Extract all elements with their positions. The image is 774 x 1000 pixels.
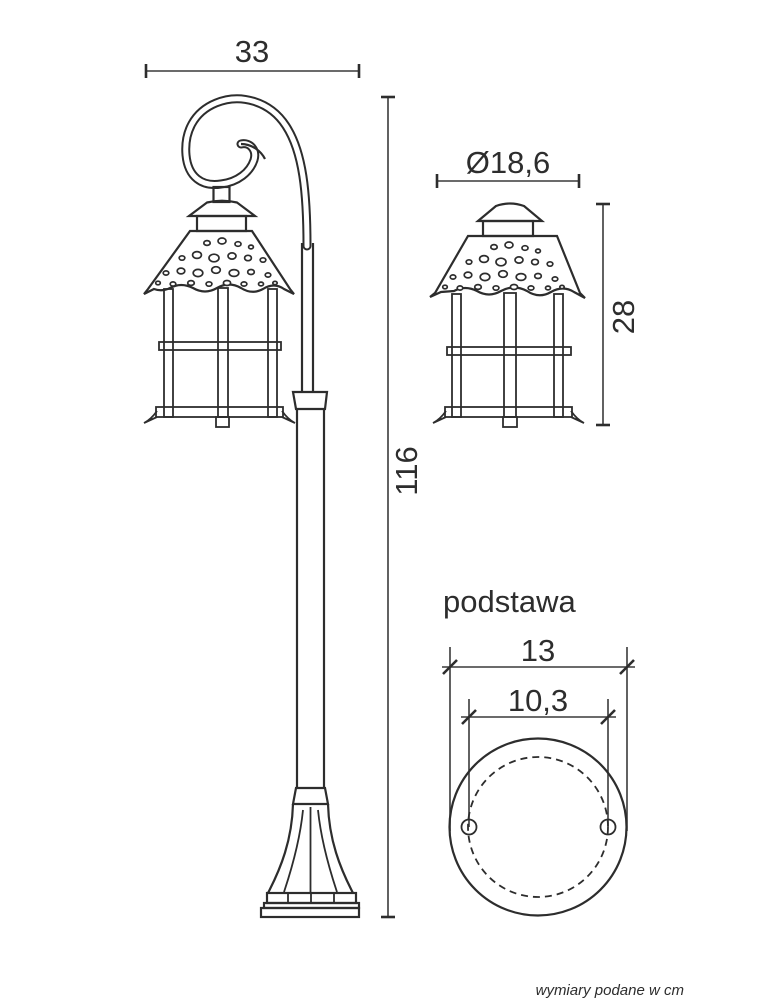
bolt-spacing-dimension <box>461 683 616 827</box>
detail-lantern <box>430 204 585 428</box>
dim-value-total-height: 116 <box>389 446 424 496</box>
roof-perforations <box>156 238 277 286</box>
base-top-band <box>293 788 328 804</box>
hanging-lantern <box>144 187 295 427</box>
base-bottom-plate <box>261 908 359 917</box>
base-top-view <box>442 584 635 916</box>
lamp-post-drawing <box>144 34 424 917</box>
base-flare-right <box>328 804 353 893</box>
dim-value-bolt-spacing: 10,3 <box>507 683 569 718</box>
cage-bar-right <box>268 289 277 417</box>
base-rib-right <box>318 810 337 892</box>
dim-value-arm-reach: 33 <box>234 34 270 69</box>
lantern-hat <box>478 204 542 222</box>
diameter-dimension <box>437 145 579 188</box>
base-rib-left <box>284 810 303 892</box>
base-view-title: podstawa <box>443 584 576 619</box>
cage-center-foot <box>216 417 229 427</box>
base-flare-left <box>268 804 293 893</box>
dim-value-base-diameter: 13 <box>520 633 556 668</box>
bolt-circle-dashed <box>468 757 608 897</box>
lantern-neck <box>483 221 533 236</box>
lantern-cage <box>433 293 584 427</box>
cage-bar-left <box>164 289 173 417</box>
cage-bottom-rail <box>156 407 283 417</box>
lantern-neck <box>197 216 246 231</box>
cage-bottom-rail <box>445 407 572 417</box>
width-dimension <box>146 34 359 78</box>
pole-base <box>261 788 359 917</box>
lantern-height-dimension <box>596 204 641 425</box>
pole <box>293 243 327 788</box>
cage-bar-center <box>218 288 228 417</box>
lantern-cage <box>144 288 295 427</box>
dim-value-lantern-height: 28 <box>606 299 641 335</box>
base-diameter-dimension <box>442 633 635 831</box>
units-note: wymiary podane w cm <box>535 982 684 999</box>
pole-collar <box>293 392 327 409</box>
cage-foot-left <box>433 411 446 423</box>
cage-mid-rail <box>159 342 281 350</box>
dim-value-lantern-diameter: Ø18,6 <box>465 145 551 180</box>
cage-foot-right <box>571 411 584 423</box>
cage-mid-rail <box>447 347 571 355</box>
height-dimension <box>381 97 424 917</box>
cage-foot-right <box>282 411 295 423</box>
cage-foot-left <box>144 411 157 423</box>
lantern-detail-drawing <box>430 145 641 427</box>
cage-center-foot <box>503 417 517 427</box>
